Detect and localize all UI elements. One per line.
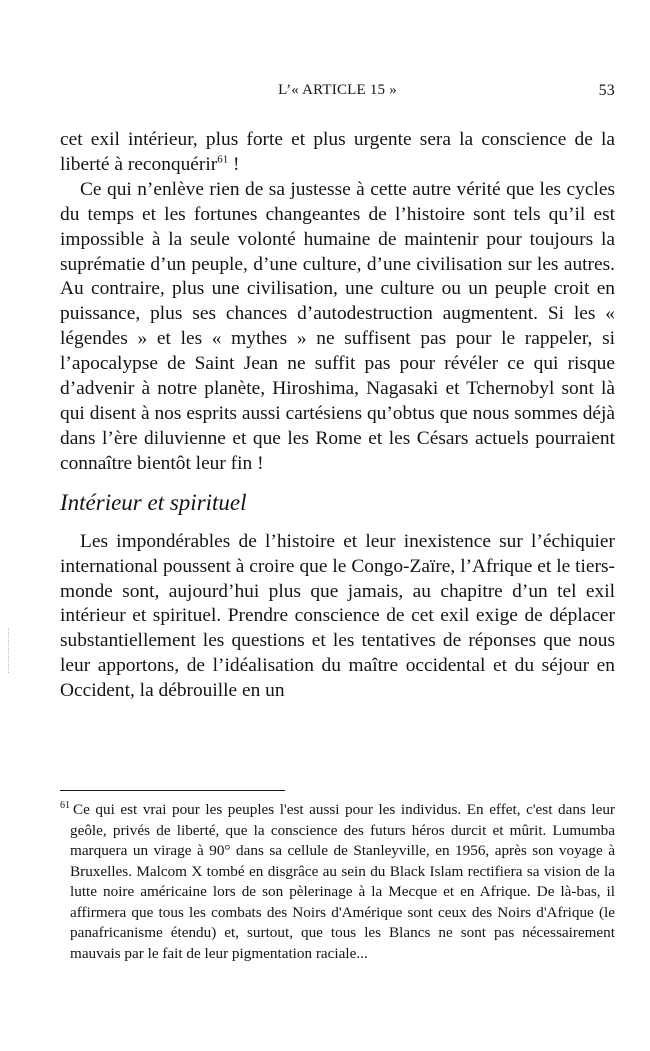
paragraph: Ce qui n’enlève rien de sa justesse à cette autre vérité que les cycles du temps et les fortunes changeantes de l’histoire sont tels qu’il est impossible à la seule volonté humaine de maintenir pour toujours la suprématie d’un peuple, d’une culture, d’une civilisation sur les autres. Au contraire, plus une civilisation, une culture ou un peuple croit en puissance, plus ses chances d’autodestruction augmentent. Si les « légendes » et les « mythes » ne suffisent pas pour le rappeler, si l’apocalypse de Saint Jean ne suffit pas pour révéler ce qui risque d’advenir à notre planète, Hiroshima, Nagasaki et Tchernobyl sont là qui disent à nos esprits aussi cartésiens qu’obtus que nous sommes déjà dans l’ère diluvienne et que les Rome et les Césars actuels pourraient connaître bientôt leur fin ! (60, 178, 615, 474)
running-title: L’« ARTICLE 15 » (278, 82, 397, 98)
paragraph-end: ! (228, 153, 240, 175)
paragraph: Les impondérables de l’histoire et leur inexistence sur l’échiquier international poussent à croire que le Congo-Zaïre, l’Afrique et le tiers-monde sont, aujourd’hui plus que jamais, au chapitre d’un tel exil intérieur et spirituel. Prendre conscience de cet exil exige de déplacer substantiellement les questions et les tentatives de réponses que nous leur apportons, de l’idéalisation du maître occidental et du séjour en Occident, la débrouille en un (60, 530, 615, 702)
footnote-text: Ce qui est vrai pour les peuples l'est aussi pour les individus. En effet, c'est dans leur geôle, privés de liberté, que la conscience des futurs héros durcit et mûrit. Lumumba marquera un virage à 90° dans sa cellule de Stanleyville, en 1956, après son voyage à Bruxelles. Malcom X tombé en disgrâce au sein du Black Islam rectifiera sa vision de la lutte noire américaine lors de son pèlerinage à la Mecque et en Afrique. De là-bas, il affirmera que tous les combats des Noirs d'Amérique sont ceux des Noirs d'Afrique (le panafricanisme étendu) et, surtout, que tous les Blancs ne sont pas nécessairement mauvais par le fait de leur pigmentation raciale... (70, 801, 615, 962)
scan-margin-mark (8, 628, 13, 673)
footnote (60, 800, 615, 964)
footnote-separator (60, 790, 285, 791)
paragraph (60, 128, 615, 178)
paragraph-text: cet exil intérieur, plus forte et plus urgente sera la conscience de la liberté à reconquérir (60, 129, 615, 175)
footnote-number: 61 (60, 799, 70, 811)
page-number: 53 (598, 82, 615, 99)
footnote-body (60, 800, 615, 964)
main-text (60, 128, 615, 704)
section-heading: Intérieur et spirituel (60, 489, 247, 515)
footnote-reference[interactable]: 61 (217, 153, 229, 166)
